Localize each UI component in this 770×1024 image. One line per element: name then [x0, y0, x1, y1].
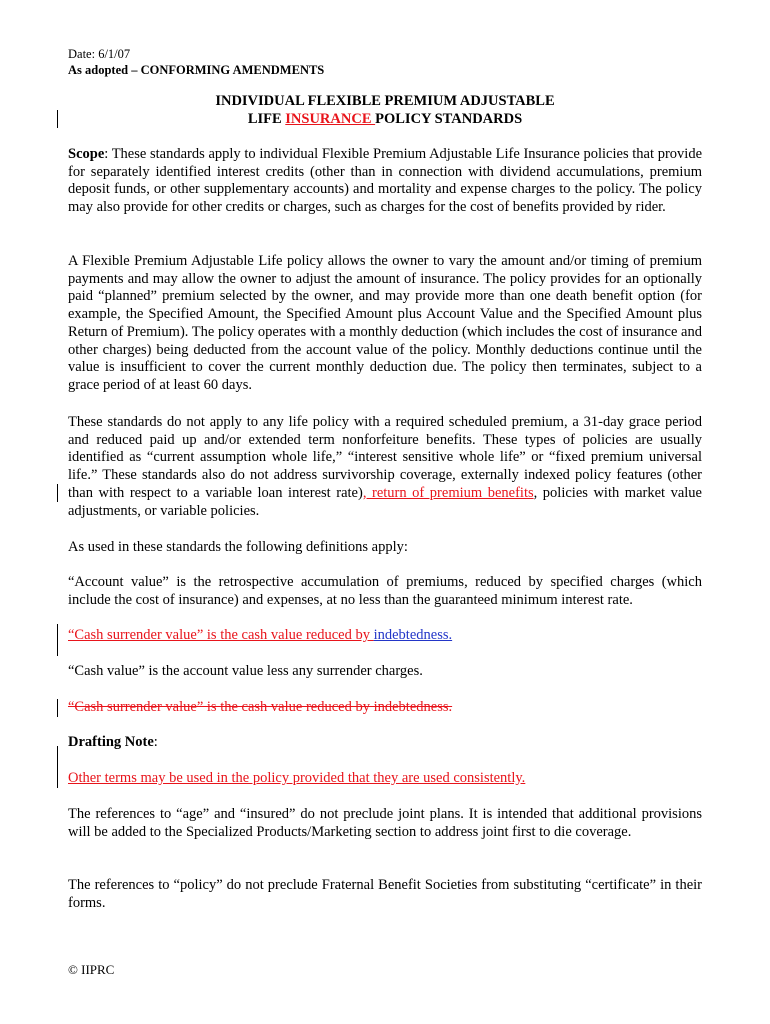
- title-inserted-word: INSURANCE: [285, 111, 376, 127]
- change-bar: [57, 699, 58, 717]
- policy-description-paragraph: A Flexible Premium Adjustable Life policy allows the owner to vary the amount and/or timing of premium payments and may allow the owner to adjust the amount of insurance. The policy provides for an optionally paid “planned” premium selected by the owner, and may provide more than one death benefit option (for example, the Specified Amount, the Specified Amount plus Account Value and the Specified Amount plus Return of Premium). The policy operates with a monthly deduction (which includes the cost of insurance and other charges) being deducted from the account value of the policy. Monthly deductions continue until the value is insufficient to cover the current monthly deduction due. The policy then terminates, subject to a grace period of at least 60 days.: [68, 253, 702, 393]
- definition-cash-surrender-value-inserted: [68, 627, 702, 645]
- drafting-note-colon: :: [153, 734, 158, 750]
- title-suffix: POLICY STANDARDS: [375, 111, 523, 127]
- change-bar: [57, 110, 58, 128]
- page-title-line-1: INDIVIDUAL FLEXIBLE PREMIUM ADJUSTABLE: [215, 93, 555, 109]
- change-bar: [57, 624, 58, 656]
- drafting-note-joint-plans: The references to “age” and “insured” do not preclude joint plans. It is intended that additional provisions will be added to the Specialized Products/Marketing section to address joint first to die coverage.: [68, 806, 702, 840]
- document-date: Date: 6/1/07: [68, 47, 131, 61]
- csv-inserted-text: “Cash surrender value” is the cash value reduced by: [68, 627, 374, 643]
- change-bar: [57, 746, 58, 788]
- definition-cash-surrender-value-deleted: “Cash surrender value” is the cash value reduced by indebtedness.: [68, 699, 453, 715]
- drafting-note-inserted: Other terms may be used in the policy provided that they are used consistently.: [68, 770, 526, 786]
- drafting-note-label: Drafting Note: [68, 734, 154, 750]
- scope-label: Scope: [68, 146, 105, 162]
- exclusions-paragraph: [68, 414, 702, 520]
- document-status: As adopted – CONFORMING AMENDMENTS: [68, 63, 325, 77]
- definitions-intro: As used in these standards the following definitions apply:: [68, 539, 408, 555]
- page-title-line-2: [68, 110, 702, 128]
- definition-cash-value: “Cash value” is the account value less any surrender charges.: [68, 663, 423, 679]
- footer-copyright: © IIPRC: [68, 962, 115, 977]
- title-prefix: LIFE: [247, 111, 286, 127]
- drafting-note-fraternal: The references to “policy” do not preclude Fraternal Benefit Societies from substituting “certificate” in their forms.: [68, 877, 702, 911]
- exclusions-text-end: , policies with market value adjustments, or variable policies.: [68, 484, 702, 519]
- scope-text: : These standards apply to individual Flexible Premium Adjustable Life Insurance policies that provide for separately identified interest credits (other than in connection with dividend accumulations, premium deposit funds, or other supplementary accounts) and mortality and expense charges to the policy. The policy may also provide for other credits or charges, such as charges for the cost of benefits provided by rider.: [68, 146, 702, 216]
- change-bar: [57, 484, 58, 502]
- scope-paragraph: [68, 146, 702, 217]
- exclusions-text: These standards do not apply to any life policy with a required scheduled premium, a 31-day grace period and reduced paid up and/or extended term nonforfeiture benefits. These types of policies are usually identified as “current assumption whole life,” “interest sensitive whole life” or “fixed premium universal life.” These standards also do not address survivorship coverage, externally indexed policy features (other than with respect to a variable loan interest rate): [68, 414, 702, 501]
- indebtedness-link[interactable]: indebtedness.: [373, 627, 453, 643]
- definition-account-value: “Account value” is the retrospective accumulation of premiums, reduced by specified charges (which include the cost of insurance) and expenses, at no less than the guaranteed minimum interest rate.: [68, 574, 702, 608]
- drafting-note-heading: [68, 734, 702, 752]
- exclusions-inserted-text: , return of premium benefits: [362, 484, 534, 501]
